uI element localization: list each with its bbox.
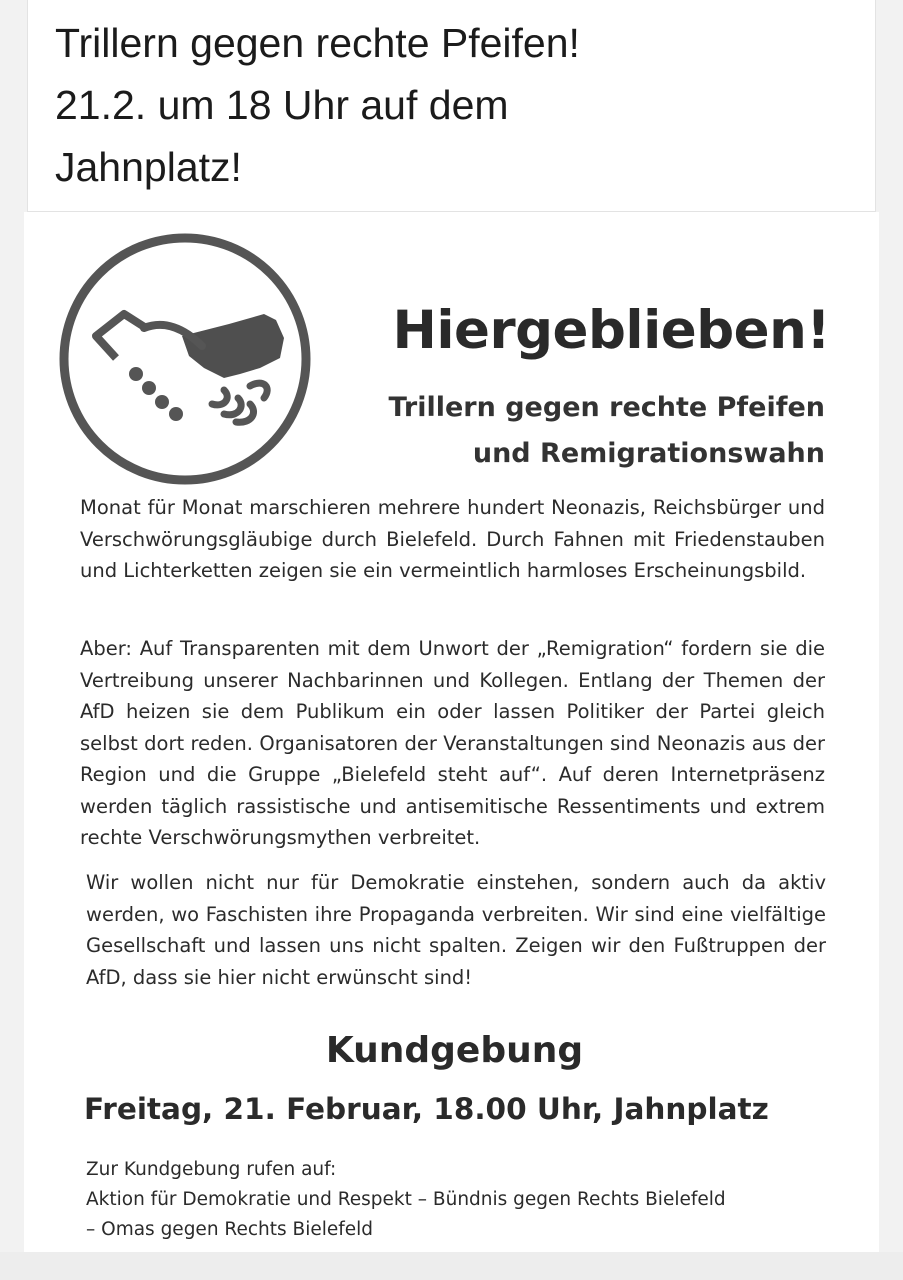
callers-intro: Zur Kundgebung rufen auf: <box>86 1159 337 1180</box>
flyer-paragraph-2: Aber: Auf Transparenten mit dem Unwort der „Remigration“ fordern sie die Vertreibung unserer Nachbarinnen und Kollegen. Entlang der Themen der AfD heizen sie dem Publikum ein oder lassen Politiker der Partei gleich selbst dort reden. Organisatoren der Veranstaltungen sind Neonazis aus der Region und die Gruppe „Bielefeld steht auf“. Auf deren Internetpräsenz werden täglich rassistische und antisemitische Ressentiments und extrem rechte Verschwörungsmythen verbreitet. <box>80 637 825 849</box>
flyer-paragraph-3: Wir wollen nicht nur für Demokratie einstehen, sondern auch da aktiv werden, wo Faschisten ihre Propaganda verbreiten. Wir sind eine vielfältige Gesellschaft und lassen uns nicht spalten. Zeigen wir den Fußtruppen der AfD, dass sie hier nicht erwünscht sind! <box>86 871 826 989</box>
rally-date-location: Freitag, 21. Februar, 18.00 Uhr, Jahnplatz <box>84 1092 769 1126</box>
callers-block <box>86 1155 846 1245</box>
flyer-subline-2: und Remigrationswahn <box>472 438 825 469</box>
flyer-paragraph-1: Monat für Monat marschieren mehrere hundert Neonazis, Reichsbürger und Verschwörungsgläubige durch Bielefeld. Durch Fahnen mit Friedenstauben und Lichterketten zeigen sie ein vermeintlich harmloses Erscheinungsbild. <box>80 496 825 582</box>
footer-strip <box>0 1252 903 1280</box>
flyer-image[interactable] <box>24 212 879 1252</box>
flyer-subline-1: Trillern gegen rechte Pfeifen <box>388 392 825 423</box>
callers-line-2: – Omas gegen Rechts Bielefeld <box>86 1219 374 1240</box>
callers-line-1: Aktion für Demokratie und Respekt – Bündnis gegen Rechts Bielefeld <box>86 1189 726 1210</box>
flyer-headline: Hiergeblieben! <box>392 300 830 361</box>
post-text: Trillern gegen rechte Pfeifen! 21.2. um 18 Uhr auf dem Jahnplatz! <box>55 20 580 190</box>
rally-title: Kundgebung <box>325 1030 584 1071</box>
post-text-card <box>27 0 876 212</box>
handshake-icon <box>54 228 316 490</box>
